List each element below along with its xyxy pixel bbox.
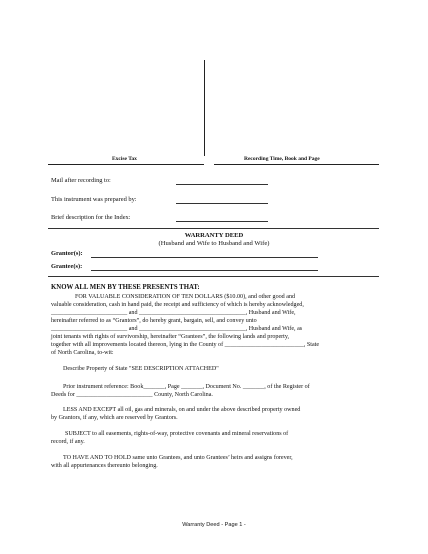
grantors-label: Grantor(s): [51,250,83,257]
less-except-line2: by Grantors, if any, which are reserved by Grantors. [51,415,178,421]
page-footer: Warranty Deed - Page 1 - [182,522,246,528]
grantees-blank[interactable] [91,270,318,271]
prior-ref-line1: Prior instrument reference: Book_______, Page _______, Document No. _______, of the Register of [63,384,310,390]
deed-subtitle: (Husband and Wife to Husband and Wife) [158,240,270,247]
recording-time-label: Recording Time, Book and Page [244,156,320,162]
habendum-line1: TO HAVE AND TO HOLD same unto Grantees, and unto Grantees’ heirs and assigns forever, [63,455,293,461]
para1-line1: FOR VALUABLE CONSIDERATION OF TEN DOLLARS ($10.00), and other good and [75,294,296,300]
subject-to-line1: SUBJECT to all easements, rights-of-way, protective covenants and mineral reservations of [65,431,289,437]
prepared-by-blank[interactable] [176,203,268,204]
deed-title: WARRANTY DEED [184,232,244,239]
mail-after-label: Mail after recording to: [51,177,111,184]
section-rule-bottom [48,276,379,277]
para1-line5: _________________________ and ___________________________________, Husband and Wife, as [51,326,303,332]
prepared-by-label: This instrument was prepared by: [51,196,137,203]
brief-description-blank[interactable] [176,221,268,222]
know-all-heading: KNOW ALL MEN BY THESE PRESENTS THAT: [51,284,200,291]
habendum-line2: with all appurtenances thereunto belonging. [51,463,158,469]
para1-line4: hereinafter referred to as “Grantors”, do hereby grant, bargain, sell, and convey unto [51,318,257,324]
excise-tax-rule [48,164,204,165]
grantors-blank[interactable] [91,257,318,258]
section-rule-top [48,228,379,229]
header-divider [204,60,205,156]
para1-line6: joint tenants with rights of survivorship, hereinafter “Grantees”, the following lands and property, [51,334,290,340]
para1-line8: of North Carolina, to-wit: [51,350,114,356]
grantees-label: Grantee(s): [51,263,83,270]
less-except-line1: LESS AND EXCEPT all oil, gas and minerals, on and under the above described property owned [63,407,301,413]
brief-description-label: Brief description for the Index: [51,214,131,221]
para1-line7: together with all improvements located thereon, lying in the County of __________________________, State [51,342,320,348]
mail-after-blank[interactable] [176,184,268,185]
excise-tax-label: Excise Tax [112,156,137,162]
describe-property: Describe Property of State "SEE DESCRIPTION ATTACHED" [63,366,219,372]
prior-ref-line2: Deeds for _________________________ County, North Carolina. [51,392,213,398]
para1-line3: _________________________ and ___________________________________, Husband and Wife, [51,310,296,316]
recording-rule [214,164,379,165]
para1-line2: valuable consideration, cash in hand paid, the receipt and sufficiency of which is hereby acknowledged, [51,302,304,308]
subject-to-line2: record, if any. [51,439,85,445]
